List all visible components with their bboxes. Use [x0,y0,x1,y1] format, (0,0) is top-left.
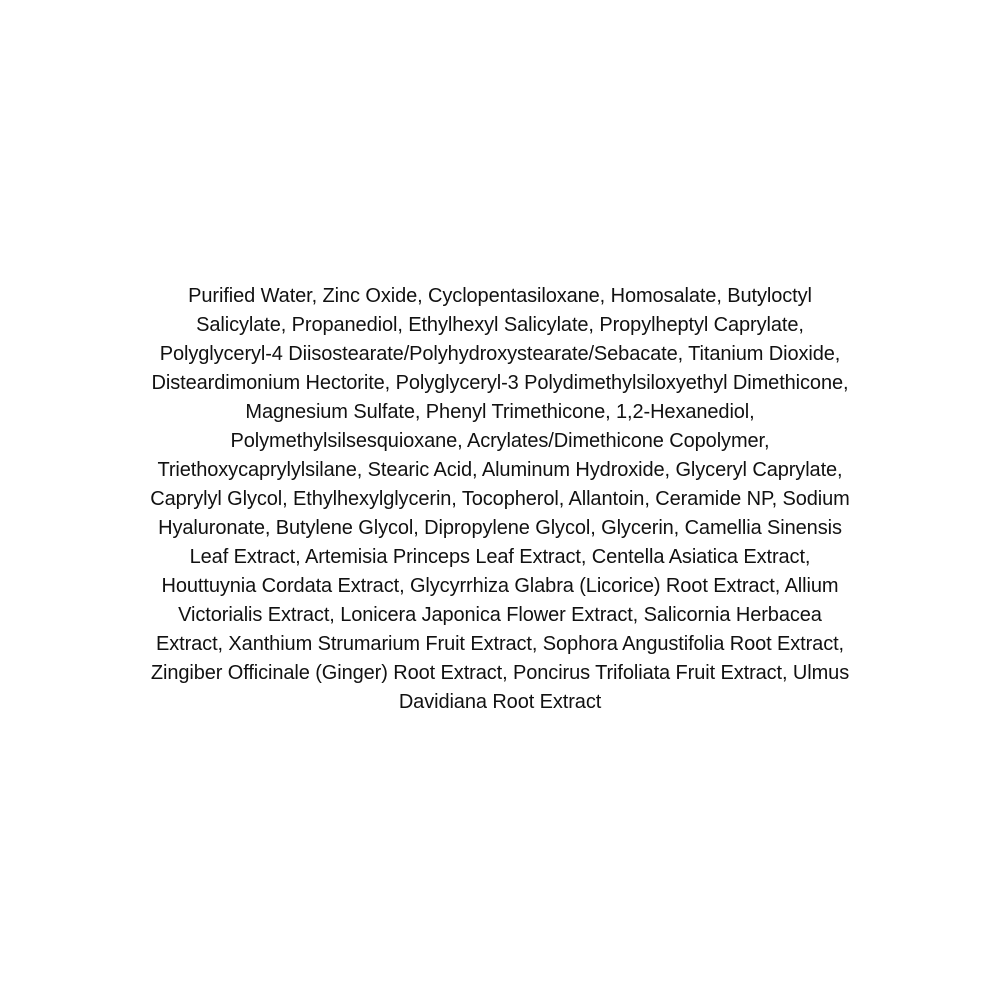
ingredients-list [0,282,1000,717]
ingredients-line: Caprylyl Glycol, Ethylhexylglycerin, Tocopherol, Allantoin, Ceramide NP, Sodium [150,488,850,510]
ingredients-line: Purified Water, Zinc Oxide, Cyclopentasiloxane, Homosalate, Butyloctyl [188,285,812,307]
ingredients-line: Salicylate, Propanediol, Ethylhexyl Salicylate, Propylheptyl Caprylate, [196,314,804,336]
ingredients-line: Zingiber Officinale (Ginger) Root Extract, Poncirus Trifoliata Fruit Extract, Ulmus [150,662,850,684]
ingredients-line: Disteardimonium Hectorite, Polyglyceryl-3 Polydimethylsiloxyethyl Dimethicone, [151,372,849,394]
ingredients-line: Houttuynia Cordata Extract, Glycyrrhiza Glabra (Licorice) Root Extract, Allium [161,575,839,597]
ingredients-line: Hyaluronate, Butylene Glycol, Dipropylene Glycol, Glycerin, Camellia Sinensis [158,517,842,539]
ingredients-line: Victorialis Extract, Lonicera Japonica Flower Extract, Salicornia Herbacea [178,604,822,626]
ingredients-line: Extract, Xanthium Strumarium Fruit Extract, Sophora Angustifolia Root Extract, [155,633,845,655]
ingredients-line: Leaf Extract, Artemisia Princeps Leaf Extract, Centella Asiatica Extract, [189,546,811,568]
ingredients-line: Magnesium Sulfate, Phenyl Trimethicone, 1,2-Hexanediol, [245,401,755,423]
ingredients-line: Polymethylsilsesquioxane, Acrylates/Dimethicone Copolymer, [230,430,770,452]
ingredients-line: Davidiana Root Extract [398,691,602,713]
ingredients-line: Triethoxycaprylylsilane, Stearic Acid, Aluminum Hydroxide, Glyceryl Caprylate, [157,459,843,481]
ingredients-line: Polyglyceryl-4 Diisostearate/Polyhydroxystearate/Sebacate, Titanium Dioxide, [159,343,841,365]
